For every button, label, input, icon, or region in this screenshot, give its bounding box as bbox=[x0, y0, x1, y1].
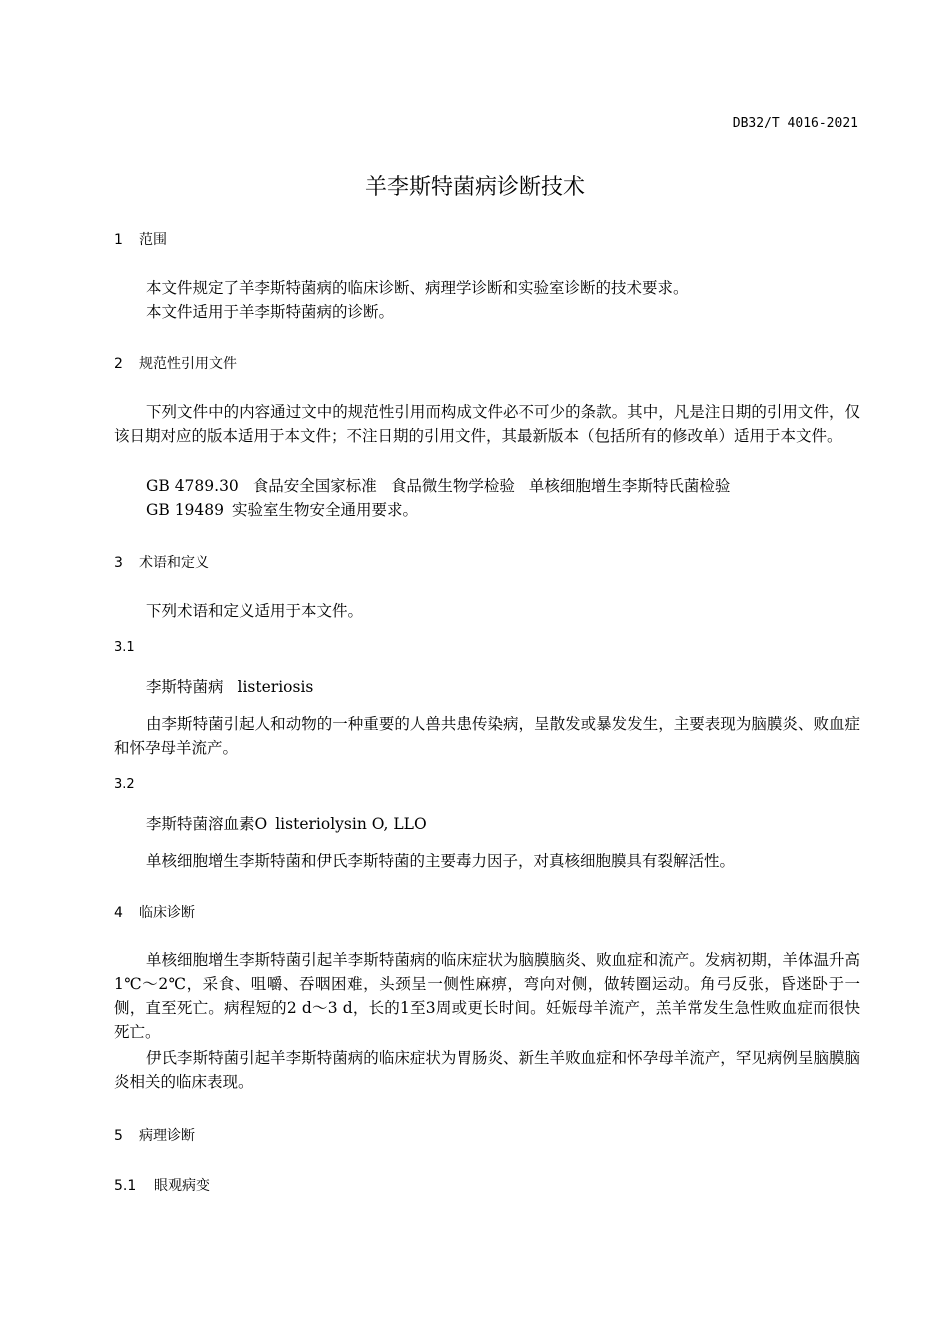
normative-references-paragraph: 下列文件中的内容通过文中的规范性引用而构成文件必不可少的条款。其中，凡是注日期的引用文件，仅该日期对应的版本适用于本文件；不注日期的引用文件，其最新版本（包括所有的修改单）适用于本文件。 bbox=[114, 403, 860, 445]
section-title: 临床诊断 bbox=[139, 905, 195, 921]
standard-number: DB32/T 4016-2021 bbox=[732, 116, 858, 131]
section-5-heading bbox=[114, 1125, 195, 1145]
term-3-2-number: 3.2 bbox=[114, 777, 135, 792]
section-3-heading bbox=[114, 552, 209, 572]
term-3-1-definition: 由李斯特菌引起人和动物的一种重要的人兽共患传染病，呈散发或暴发发生，主要表现为脑膜炎、败血症和怀孕母羊流产。 bbox=[114, 715, 860, 757]
term-3-1-number: 3.1 bbox=[114, 640, 135, 655]
reference-title-part: 食品微生物学检验 bbox=[390, 477, 515, 495]
section-title: 规范性引用文件 bbox=[139, 356, 237, 372]
terms-intro: 下列术语和定义适用于本文件。 bbox=[146, 602, 364, 620]
section-1-heading bbox=[114, 229, 167, 249]
section-title: 术语和定义 bbox=[139, 555, 209, 571]
subsection-number: 5.1 bbox=[114, 1178, 137, 1194]
term-en: listeriolysin O, LLO bbox=[275, 815, 427, 833]
scope-paragraph-1: 本文件规定了羊李斯特菌病的临床诊断、病理学诊断和实验室诊断的技术要求。 bbox=[146, 279, 689, 297]
section-4-heading bbox=[114, 902, 195, 922]
term-zh: 李斯特菌溶血素O bbox=[146, 815, 268, 833]
section-number: 4 bbox=[114, 905, 123, 921]
clinical-diagnosis-paragraph-1: 单核细胞增生李斯特菌引起羊李斯特菌病的临床症状为脑膜脑炎、败血症和流产。发病初期，羊体温升高1℃～2℃，采食、咀嚼、吞咽困难，头颈呈一侧性麻痹，弯向对侧，做转圈运动。角弓反张，昏迷卧于一侧，直至死亡。病程短的2 d～3 d，长的1至3周或更长时间。妊娠母羊流产，羔羊常发生急性败血症而很快死亡。 bbox=[114, 951, 860, 1041]
reference-code: GB 4789.30 bbox=[146, 477, 239, 495]
section-title: 范围 bbox=[139, 232, 167, 248]
section-title: 病理诊断 bbox=[139, 1128, 195, 1144]
reference-title: 实验室生物安全通用要求。 bbox=[232, 501, 419, 519]
reference-code: GB 19489 bbox=[146, 501, 225, 519]
reference-gb-4789-30 bbox=[146, 474, 730, 498]
document-title: 羊李斯特菌病诊断技术 bbox=[364, 175, 585, 200]
term-en: listeriosis bbox=[237, 678, 314, 696]
term-3-1 bbox=[146, 675, 313, 699]
section-2-heading bbox=[114, 353, 237, 373]
section-number: 2 bbox=[114, 356, 123, 372]
section-number: 1 bbox=[114, 232, 123, 248]
scope-paragraph-2: 本文件适用于羊李斯特菌病的诊断。 bbox=[146, 303, 395, 321]
reference-title-part: 单核细胞增生李斯特氏菌检验 bbox=[528, 477, 731, 495]
reference-title-part: 食品安全国家标准 bbox=[252, 477, 377, 495]
term-3-2 bbox=[146, 812, 427, 836]
term-zh: 李斯特菌病 bbox=[146, 678, 224, 696]
term-3-2-definition: 单核细胞增生李斯特菌和伊氏李斯特菌的主要毒力因子，对真核细胞膜具有裂解活性。 bbox=[146, 852, 736, 870]
section-number: 3 bbox=[114, 555, 123, 571]
reference-gb-19489 bbox=[146, 498, 418, 522]
subsection-title: 眼观病变 bbox=[154, 1178, 210, 1194]
section-number: 5 bbox=[114, 1128, 123, 1144]
subsection-5-1-heading bbox=[114, 1175, 210, 1195]
clinical-diagnosis-paragraph-2: 伊氏李斯特菌引起羊李斯特菌病的临床症状为胃肠炎、新生羊败血症和怀孕母羊流产，罕见病例呈脑膜脑炎相关的临床表现。 bbox=[114, 1049, 860, 1091]
